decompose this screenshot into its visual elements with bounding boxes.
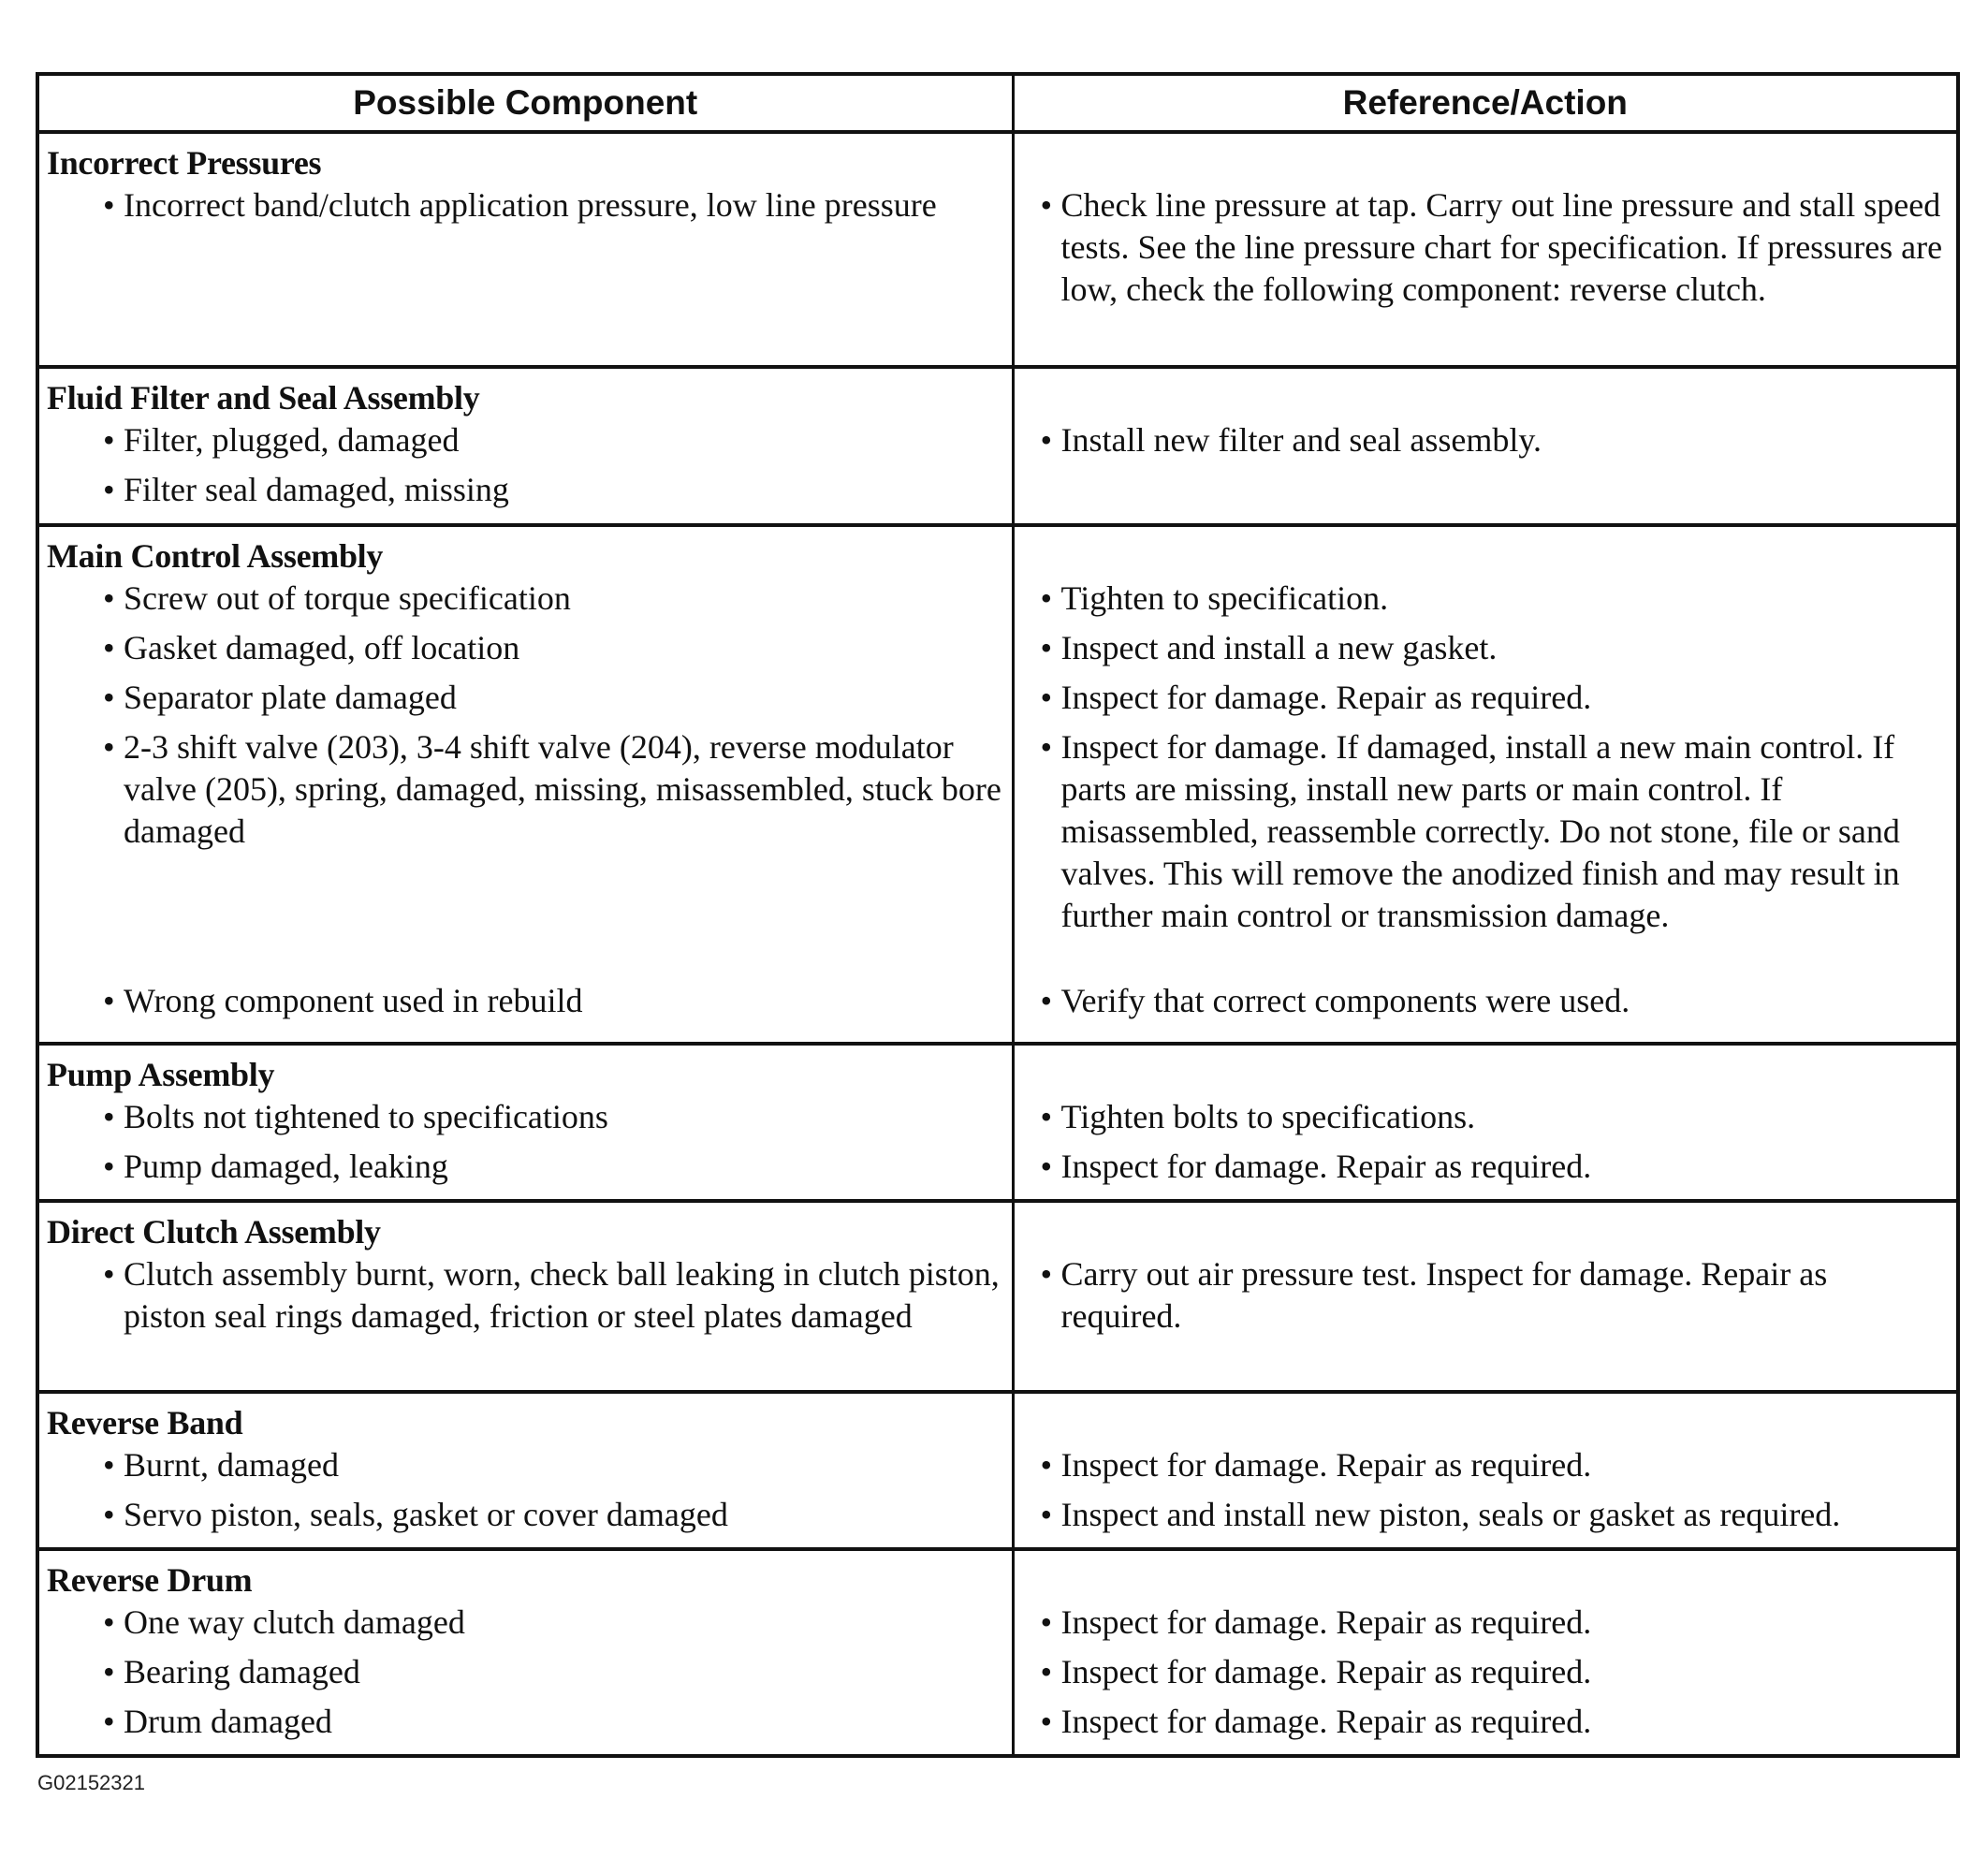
component-item: • Screw out of torque specification bbox=[103, 579, 571, 617]
action-cell bbox=[1013, 1549, 1958, 1756]
action-cell bbox=[1013, 1201, 1958, 1392]
figure-code: G02152321 bbox=[37, 1771, 145, 1794]
component-item: • Drum damaged bbox=[103, 1703, 332, 1740]
action-item: • Inspect for damage. Repair as required. bbox=[1040, 679, 1592, 716]
component-item: • 2-3 shift valve (203), 3-4 shift valve (204), reverse modulator valve (205), spring, damaged, missing, misassembled, stuck bore damaged bbox=[103, 728, 1001, 850]
section-title: Fluid Filter and Seal Assembly bbox=[47, 379, 480, 417]
action-item: • Carry out air pressure test. Inspect for damage. Repair as required. bbox=[1040, 1255, 1828, 1335]
section-title: Reverse Band bbox=[47, 1404, 243, 1441]
component-item: • Bolts not tightened to specifications bbox=[103, 1098, 608, 1135]
component-item: • Gasket damaged, off location bbox=[103, 629, 520, 666]
action-item: • Verify that correct components were used. bbox=[1040, 982, 1630, 1019]
action-item: • Inspect for damage. Repair as required. bbox=[1040, 1603, 1592, 1641]
component-cell bbox=[37, 367, 1013, 525]
section-title: Incorrect Pressures bbox=[47, 144, 322, 182]
component-item: • Incorrect band/clutch application pressure, low line pressure bbox=[103, 186, 937, 224]
table-row bbox=[37, 1044, 1958, 1201]
component-item: • Pump damaged, leaking bbox=[103, 1148, 448, 1185]
action-cell bbox=[1013, 132, 1958, 367]
component-item: • Servo piston, seals, gasket or cover damaged bbox=[103, 1496, 728, 1533]
action-item: • Tighten bolts to specifications. bbox=[1040, 1098, 1476, 1135]
section-title: Pump Assembly bbox=[47, 1056, 275, 1093]
table-row bbox=[37, 367, 1958, 525]
section-title: Reverse Drum bbox=[47, 1561, 253, 1599]
table-header-row bbox=[37, 74, 1958, 132]
component-item: • Separator plate damaged bbox=[103, 679, 457, 716]
action-item: • Inspect for damage. Repair as required. bbox=[1040, 1703, 1592, 1740]
component-item: • Clutch assembly burnt, worn, check ball leaking in clutch piston, piston seal rings damaged, friction or steel plates damaged bbox=[103, 1255, 1000, 1335]
action-item: • Inspect and install new piston, seals or gasket as required. bbox=[1040, 1496, 1841, 1533]
action-item: • Check line pressure at tap. Carry out line pressure and stall speed tests. See the line pressure chart for specification. If pressures are low, check the following component: reverse clutch. bbox=[1040, 186, 1943, 308]
action-cell bbox=[1013, 1392, 1958, 1549]
component-cell bbox=[37, 1549, 1013, 1756]
component-cell bbox=[37, 132, 1013, 367]
header-possible-component: Possible Component bbox=[37, 74, 1013, 132]
component-item: • One way clutch damaged bbox=[103, 1603, 465, 1641]
component-cell bbox=[37, 1044, 1013, 1201]
component-item: • Bearing damaged bbox=[103, 1653, 360, 1690]
action-item: • Install new filter and seal assembly. bbox=[1040, 421, 1542, 459]
table-row bbox=[37, 1201, 1958, 1392]
component-item: • Filter seal damaged, missing bbox=[103, 471, 509, 508]
table-row bbox=[37, 1549, 1958, 1756]
action-cell bbox=[1013, 1044, 1958, 1201]
action-item: • Inspect for damage. Repair as required. bbox=[1040, 1653, 1592, 1690]
action-item: • Inspect for damage. Repair as required. bbox=[1040, 1446, 1592, 1484]
table-row bbox=[37, 525, 1958, 1044]
section-title: Main Control Assembly bbox=[47, 537, 384, 575]
section-title: Direct Clutch Assembly bbox=[47, 1213, 381, 1251]
component-cell bbox=[37, 525, 1013, 1044]
component-cell bbox=[37, 1392, 1013, 1549]
diagnosis-table bbox=[36, 72, 1960, 1758]
action-item: • Inspect and install a new gasket. bbox=[1040, 629, 1498, 666]
action-cell bbox=[1013, 367, 1958, 525]
action-item: • Tighten to specification. bbox=[1040, 579, 1389, 617]
table-row bbox=[37, 132, 1958, 367]
component-item: • Filter, plugged, damaged bbox=[103, 421, 460, 459]
action-cell bbox=[1013, 525, 1958, 1044]
component-item: • Wrong component used in rebuild bbox=[103, 982, 583, 1019]
action-item: • Inspect for damage. If damaged, install a new main control. If parts are missing, install new parts or main control. If misassembled, reassemble correctly. Do not stone, file or sand valves. This will remove the anodized finish and may result in further main control or transmission damage. bbox=[1040, 728, 1900, 934]
component-cell bbox=[37, 1201, 1013, 1392]
action-item: • Inspect for damage. Repair as required. bbox=[1040, 1148, 1592, 1185]
header-reference-action: Reference/Action bbox=[1013, 74, 1958, 132]
component-item: • Burnt, damaged bbox=[103, 1446, 339, 1484]
table-row bbox=[37, 1392, 1958, 1549]
